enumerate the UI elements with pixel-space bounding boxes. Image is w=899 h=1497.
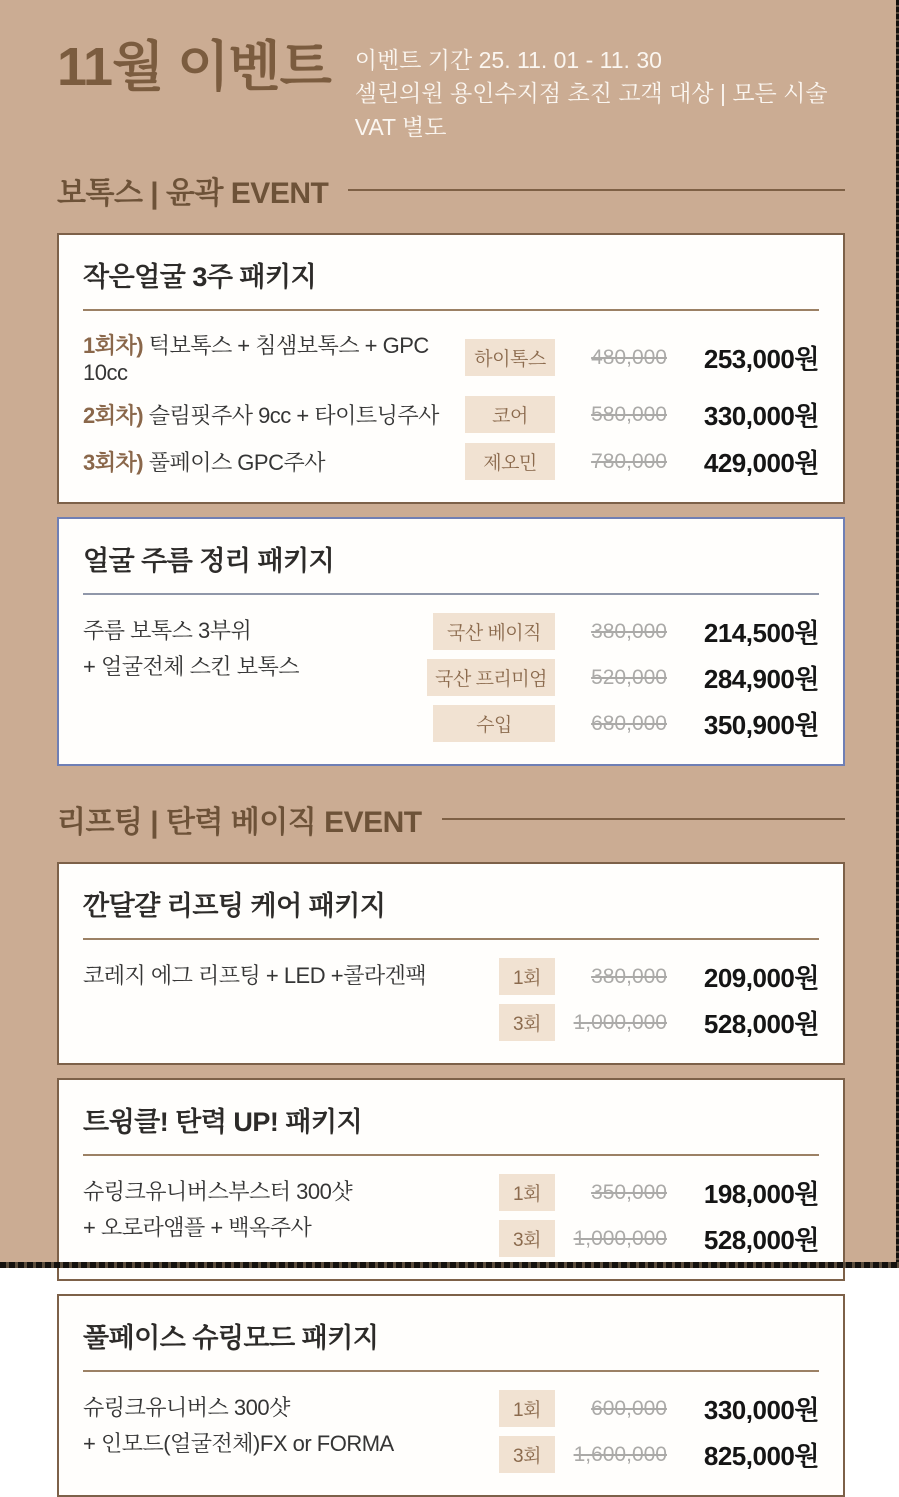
session-count-badge: 1회: [499, 958, 555, 995]
event-price: 429,000원: [703, 448, 819, 479]
session-count-badge: 1회: [499, 1390, 555, 1427]
original-price: 680,000: [591, 711, 667, 735]
treatment-desc: [83, 329, 465, 386]
card-twinkle-package: [57, 1078, 845, 1281]
event-price: 350,900원: [703, 710, 819, 741]
product-badge: 수입: [433, 705, 555, 742]
price-row: [427, 659, 819, 696]
original-price: 520,000: [591, 665, 667, 689]
session-count-badge: 3회: [499, 1220, 555, 1257]
section-divider-line: [348, 189, 845, 191]
price-row: [427, 705, 819, 742]
card-body: [83, 958, 819, 1041]
product-badge: 하이톡스: [465, 339, 555, 376]
price-row: [499, 1390, 819, 1427]
product-badge: 코어: [465, 396, 555, 433]
event-price: 330,000원: [703, 401, 819, 432]
treatment-text: 턱보톡스 + 침샘보톡스 + GPC 10cc: [83, 333, 429, 386]
event-audience: 셀린의원 용인수지점 초진 고객 대상 | 모든 시술 VAT 별도: [354, 80, 828, 140]
header-subtitle: [355, 44, 845, 144]
treatment-text: + 얼굴전체 스킨 보톡스: [83, 654, 299, 680]
session-prefix: 3회차): [83, 450, 144, 476]
treatment-text: 주름 보톡스 3부위: [83, 618, 252, 644]
section-label: 보톡스 | 윤곽 EVENT: [57, 177, 329, 211]
product-badge: 국산 프리미엄: [427, 659, 555, 696]
page-title: 11월 이벤트: [57, 37, 331, 97]
event-price: 284,900원: [703, 664, 819, 695]
session-count-badge: 1회: [499, 1174, 555, 1211]
original-price: 1,000,000: [573, 1010, 667, 1034]
section-header-botox: [57, 168, 845, 212]
original-price: 350,000: [591, 1180, 667, 1204]
card-title-divider: [83, 593, 819, 595]
price-row: [499, 1004, 819, 1041]
treatment-text: 코레지 에그 리프팅 + LED +콜라겐팩: [83, 963, 427, 989]
treatment-text: 슈링크유니버스부스터 300샷: [83, 1179, 353, 1205]
original-price: 480,000: [591, 345, 667, 369]
card-title-divider: [83, 309, 819, 311]
treatment-text: 슈링크유니버스 300샷: [83, 1395, 290, 1421]
card-fullface-shrink-package: [57, 1294, 845, 1497]
card-body: [83, 1390, 819, 1473]
treatment-desc: [83, 1174, 499, 1247]
original-price: 380,000: [591, 964, 667, 988]
treatment-desc: [83, 613, 427, 686]
price-row: [499, 1220, 819, 1257]
price-row: [499, 958, 819, 995]
price-rows: [499, 1390, 819, 1473]
bottom-edge-print-artifact: [0, 1262, 899, 1268]
card-egg-lifting-package: [57, 862, 845, 1065]
event-period: 이벤트 기간 25. 11. 01 - 11. 30: [354, 47, 662, 73]
treatment-text: + 인모드(얼굴전체)FX or FORMA: [83, 1431, 394, 1457]
event-price: 330,000원: [703, 1395, 819, 1426]
card-body: [83, 613, 819, 742]
card-small-face-package: [57, 233, 845, 504]
session-count-badge: 3회: [499, 1436, 555, 1473]
treatment-desc: [83, 1390, 499, 1463]
price-rows: [427, 613, 819, 742]
price-row: [83, 443, 819, 480]
event-price: 825,000원: [703, 1441, 819, 1472]
session-count-badge: 3회: [499, 1004, 555, 1041]
price-row: [427, 613, 819, 650]
original-price: 780,000: [591, 449, 667, 473]
original-price: 1,000,000: [573, 1226, 667, 1250]
card-title-divider: [83, 1370, 819, 1372]
event-price: 253,000원: [703, 344, 819, 375]
price-row: [83, 329, 819, 386]
treatment-text: + 오로라앰플 + 백옥주사: [83, 1215, 312, 1241]
event-price: 528,000원: [703, 1009, 819, 1040]
original-price: 580,000: [591, 402, 667, 426]
card-title: 풀페이스 슈링모드 패키지: [83, 1323, 379, 1354]
card-wrinkle-package: [57, 517, 845, 766]
price-rows: [499, 958, 819, 1041]
card-title: 얼굴 주름 정리 패키지: [83, 546, 335, 577]
treatment-desc: [83, 958, 499, 994]
treatment-desc: [83, 446, 465, 477]
card-title: 트윙클! 탄력 UP! 패키지: [83, 1107, 363, 1138]
treatment-desc: [83, 399, 465, 430]
original-price: 1,600,000: [573, 1442, 667, 1466]
session-prefix: 1회차): [83, 333, 144, 359]
original-price: 380,000: [591, 619, 667, 643]
treatment-text: 풀페이스 GPC주사: [143, 450, 325, 476]
event-price: 209,000원: [703, 963, 819, 994]
product-badge: 국산 베이직: [433, 613, 555, 650]
card-title: 작은얼굴 3주 패키지: [83, 262, 317, 293]
section-divider-line: [442, 818, 845, 820]
treatment-text: 슬림핏주사 9cc + 타이트닝주사: [143, 403, 439, 429]
price-row: [499, 1436, 819, 1473]
event-price: 198,000원: [703, 1179, 819, 1210]
card-title: 깐달걀 리프팅 케어 패키지: [83, 891, 386, 922]
product-badge: 제오민: [465, 443, 555, 480]
price-row: [83, 396, 819, 433]
card-title-divider: [83, 1154, 819, 1156]
session-prefix: 2회차): [83, 403, 144, 429]
poster-header: [57, 38, 845, 144]
section-header-lifting: [57, 797, 845, 841]
section-label: 리프팅 | 탄력 베이직 EVENT: [57, 806, 422, 840]
original-price: 600,000: [591, 1396, 667, 1420]
card-body: [83, 1174, 819, 1257]
event-price: 528,000원: [703, 1225, 819, 1256]
price-row: [499, 1174, 819, 1211]
card-title-divider: [83, 938, 819, 940]
event-price: 214,500원: [703, 618, 819, 649]
price-rows: [499, 1174, 819, 1257]
